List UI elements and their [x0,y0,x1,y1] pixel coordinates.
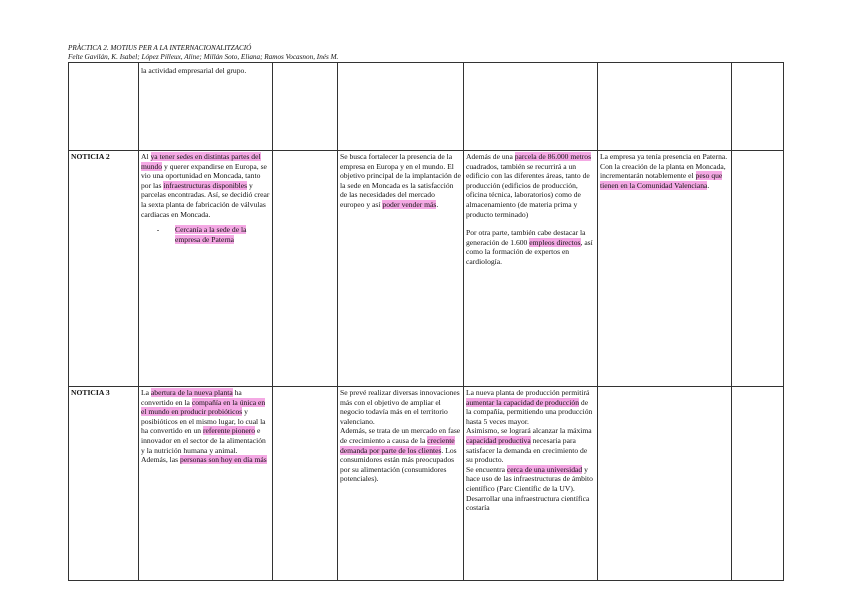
highlight: compañía en la única en el mundo en producir probióticos [141,397,266,417]
highlight: infraestructuras disponibles [163,180,248,190]
highlight: peso que tienen en la Comunidad Valenciana [600,171,723,190]
bullet-item [141,225,270,244]
highlight: cerca de una universidad [506,464,583,474]
noticia2-cell-4: Además de una parcela de 86.000 metros cuadrados, también se recurrirá a un edificio con las diferentes áreas, tanto de producción (edificios de producción, oficina técnica, laboratorios) como de almacenamiento (de materia prima y producto terminado) Por otra parte, también cabe destacar la generación de 1.600 empleos directos, así como la formación de expertos en cardiología. [464,151,598,387]
noticia2-cell-1: Al ya tener sedes en distintas partes del mundo y querer expandirse en Europa, se vio una oportunidad en Moncada, tanto por las infraestructuras disponibles y parcelas encontradas. Así, se decidió crear la sexta planta de fabricación de válvulas cardiacas en Moncada. - Cercanía a la sede de la empresa de Paterna [139,151,273,387]
highlight: creciente demanda por parte de los clientes [340,435,455,455]
document-header [68,44,338,61]
highlight: aumentar la capacidad de producción [466,397,580,407]
noticia3-cell-3: Se prevé realizar diversas innovaciones más con el objetivo de ampliar el negocio todavía más en el territorio valenciano. Además, se trata de un mercado en fase de crecimiento a causa de la creciente demanda por parte de los clientes. Los consumidores están más preocupados por su alimentación (consumidores potenciales). [338,387,464,581]
bullet-text: Cercanía a la sede de la empresa de Paterna [175,225,247,244]
noticia2-cell-3: Se busca fortalecer la presencia de la empresa en Europa y en el mundo. El objetivo principal de la implantación de la sede en Moncada es la satisfacción de las necesidades del mercado europeo y así poder vender más. [338,151,464,387]
highlight: ya tener sedes en distintas partes del mundo [141,152,261,171]
table-row-noticia-3 [69,387,784,581]
table-row-noticia-2 [69,151,784,387]
row-label-noticia-3: NOTICIA 3 [69,387,139,581]
row-label-noticia-2: NOTICIA 2 [69,151,139,387]
table-row [69,63,784,151]
noticia2-cell-5: La empresa ya tenía presencia en Paterna. Con la creación de la planta en Moncada, incrementarán notablemente el peso que tienen en la Comunidad Valenciana. [598,151,732,387]
highlight: capacidad productiva [466,435,531,445]
highlight: empleos directos [529,237,581,247]
highlight: parcela de 86.000 metros [514,152,592,161]
row-label-cell [69,63,139,151]
highlight: poder vender más [382,199,437,209]
highlight: personas son hoy en día más [180,455,267,465]
header-authors: Felte Gavilán, K. Isabel; López Pilleux, Aline; Millán Soto, Eliana; Ramos Vocasnon, Inés M. [68,52,339,61]
bullet-dash: - [156,225,160,235]
highlight: referente pionero [203,426,256,436]
noticia3-cell-1: La abertura de la nueva planta ha convertido en la compañía en la única en el mundo en producir probióticos y posibióticos en el mismo lugar, lo cual la ha convertido en un referente pionero e innovador en el sector de la alimentación y la nutrición humana y animal. Además, las personas son hoy en día más [139,387,273,581]
continuation-cell: la actividad empresarial del grupo. [139,63,273,151]
noticia3-cell-4: La nueva planta de producción permitirá aumentar la capacidad de producción de la compañía, permitiendo una producción hasta 5 veces mayor. Asimismo, se logrará alcanzar la máxima capacidad productiva necesaria para satisfacer la demanda en crecimiento de su producto. Se encuentra cerca de una universidad y hace uso de las infraestructuras de ámbito científico (Parc Científic de la UV). Desarrollar una infraestructura científica costaría [464,387,598,581]
header-title: PRÀCTICA 2. MOTIUS PER A LA INTERNACIONALITZACIÓ [68,44,252,52]
motives-table [68,62,784,581]
highlight: abertura de la nueva planta [150,388,233,397]
